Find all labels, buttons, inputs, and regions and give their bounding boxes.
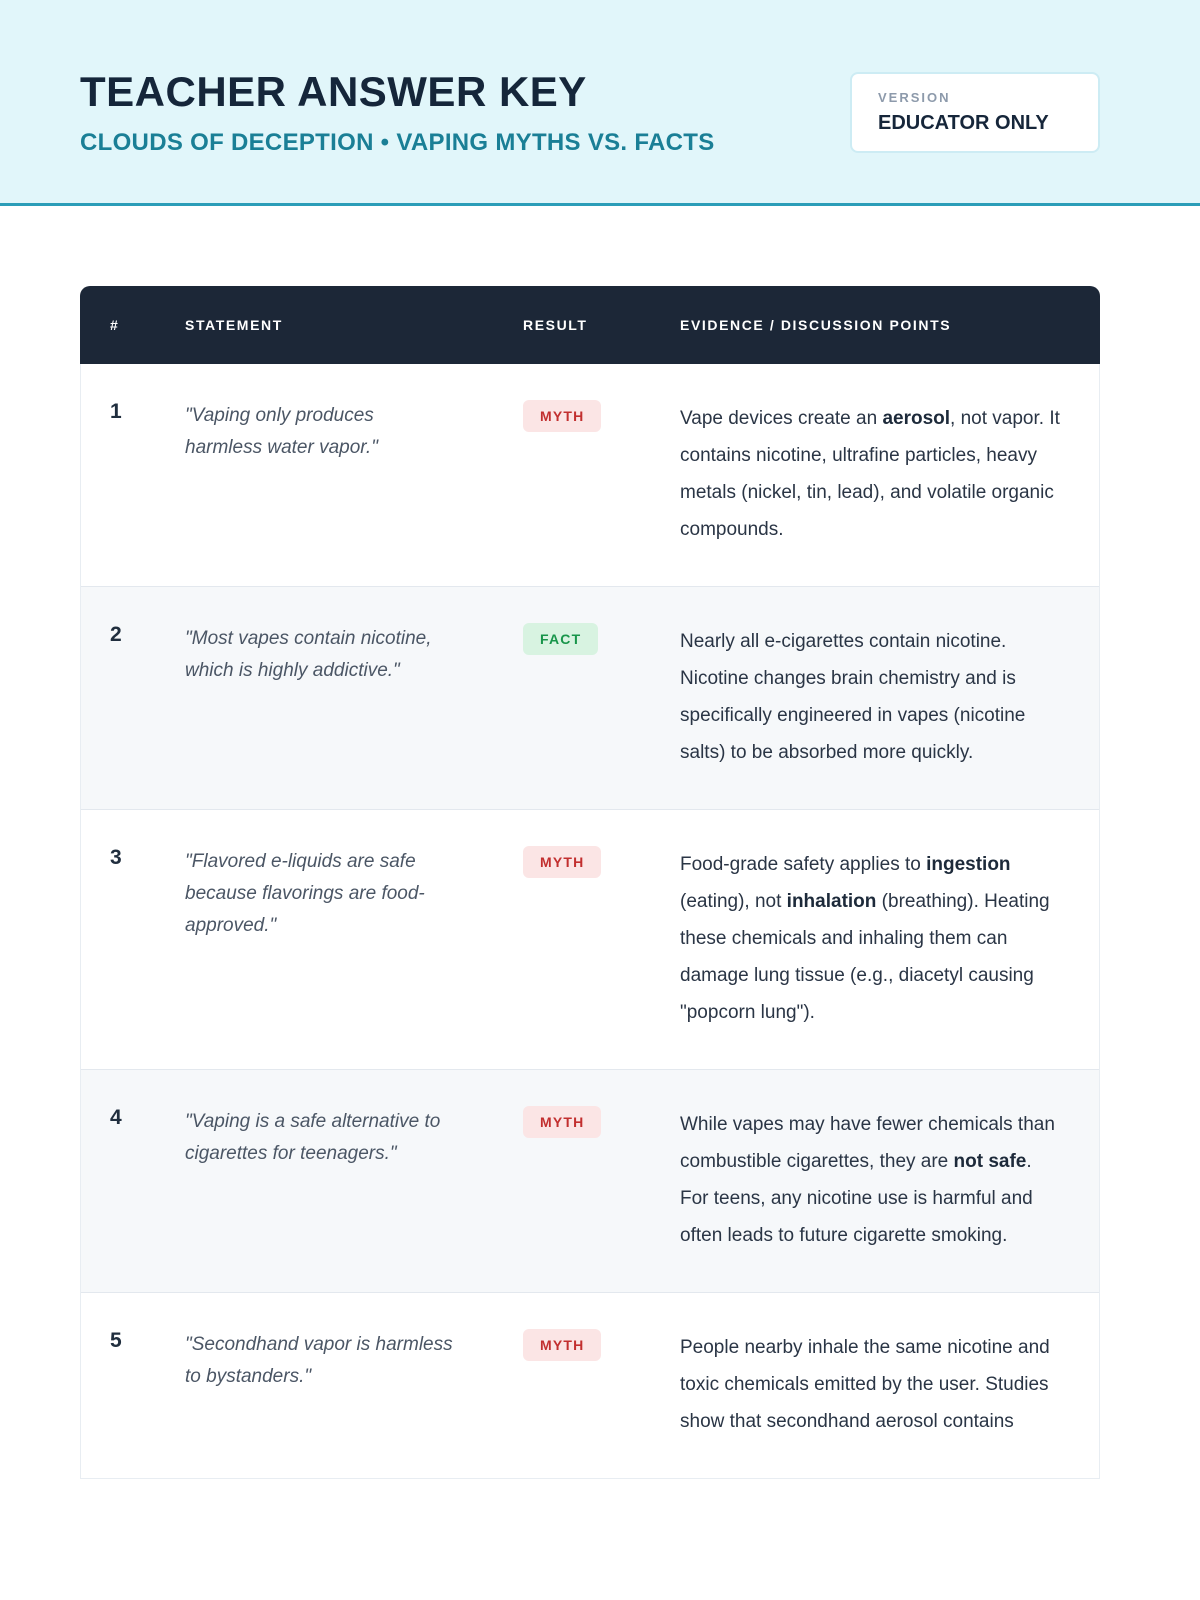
page-header xyxy=(0,0,1200,206)
version-label: VERSION xyxy=(878,90,951,105)
evidence-text xyxy=(680,1293,1099,1478)
result-cell xyxy=(523,1293,680,1478)
evidence-text xyxy=(680,810,1099,1069)
evidence-segment: Nearly all e-cigarettes contain nicotine. Nicotine changes brain chemistry and is specifically engineered in vapes (nicotine salts) to be absorbed more quickly. xyxy=(680,631,1026,764)
result-badge: MYTH xyxy=(523,846,601,878)
result-cell xyxy=(523,1070,680,1292)
result-badge: MYTH xyxy=(523,400,601,432)
column-header-statement: STATEMENT xyxy=(185,317,283,334)
evidence-segment: While vapes may have fewer chemicals than combustible cigarettes, they are xyxy=(680,1114,1055,1173)
table-row xyxy=(81,586,1099,809)
page-subtitle: CLOUDS OF DECEPTION • VAPING MYTHS VS. FACTS xyxy=(80,129,715,157)
evidence-segment: ingestion xyxy=(926,854,1011,876)
column-header-result: RESULT xyxy=(523,317,588,334)
result-cell xyxy=(523,587,680,809)
table-body xyxy=(80,364,1100,1479)
statement-text: "Vaping is a safe alternative to cigarettes for teenagers." xyxy=(185,1111,441,1165)
statement-text: "Flavored e-liquids are safe because flavorings are food-approved." xyxy=(185,851,425,937)
evidence-text xyxy=(680,364,1099,586)
table-row xyxy=(81,364,1099,586)
evidence-text xyxy=(680,587,1099,809)
row-number: 4 xyxy=(110,1106,122,1130)
column-header-evidence: EVIDENCE / DISCUSSION POINTS xyxy=(680,317,952,334)
result-badge: FACT xyxy=(523,623,598,655)
result-badge: MYTH xyxy=(523,1329,601,1361)
row-number: 2 xyxy=(110,623,122,647)
row-number: 3 xyxy=(110,846,122,870)
evidence-segment: . For teens, any nicotine use is harmful and often leads to future cigarette smoking. xyxy=(680,1151,1033,1247)
evidence-segment: Vape devices create an xyxy=(680,408,883,430)
statement-text: "Most vapes contain nicotine, which is highly addictive." xyxy=(185,628,432,682)
row-number: 1 xyxy=(110,400,122,424)
evidence-text xyxy=(680,1070,1099,1292)
evidence-segment: Food-grade safety applies to xyxy=(680,854,927,876)
header-text-block xyxy=(80,70,715,157)
version-value: EDUCATOR ONLY xyxy=(878,112,1049,134)
evidence-segment: inhalation xyxy=(786,891,877,913)
version-box xyxy=(850,72,1100,153)
evidence-segment: People nearby inhale the same nicotine and toxic chemicals emitted by the user. Studies show that secondhand aerosol contains xyxy=(680,1337,1050,1433)
result-cell xyxy=(523,810,680,1069)
evidence-segment: aerosol xyxy=(882,408,951,430)
evidence-segment: (breathing). Heating these chemicals and inhaling them can damage lung tissue (e.g., diacetyl causing "popcorn lung"). xyxy=(680,891,1050,1024)
statement-text: "Secondhand vapor is harmless to bystanders." xyxy=(185,1334,453,1388)
answer-key-table xyxy=(80,286,1100,1479)
page-title: TEACHER ANSWER KEY xyxy=(80,68,587,115)
row-number: 5 xyxy=(110,1329,122,1353)
evidence-segment: , not vapor. It contains nicotine, ultrafine particles, heavy metals (nickel, tin, lead), and volatile organic compounds. xyxy=(680,408,1060,541)
table-header xyxy=(80,286,1100,364)
statement-text: "Vaping only produces harmless water vapor." xyxy=(185,405,378,459)
table-row xyxy=(81,809,1099,1069)
evidence-segment: (eating), not xyxy=(680,891,787,913)
result-cell xyxy=(523,364,680,586)
result-badge: MYTH xyxy=(523,1106,601,1138)
evidence-segment: not safe xyxy=(953,1151,1027,1173)
table-row xyxy=(81,1069,1099,1292)
table-row xyxy=(81,1292,1099,1478)
column-header-number: # xyxy=(110,317,120,334)
